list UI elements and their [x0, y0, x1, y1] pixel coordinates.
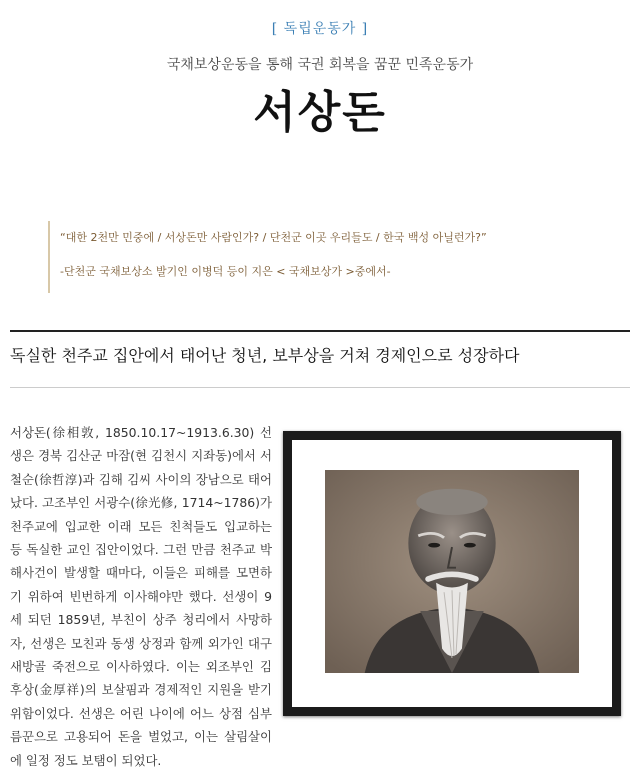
- page-subtitle: 국채보상운동을 통해 국권 회복을 꿈꾼 민족운동가: [166, 57, 474, 73]
- portrait-frame: [283, 431, 621, 716]
- portrait-illustration: [325, 470, 579, 673]
- quote-block: [48, 221, 610, 293]
- category-label: [ 독립운동가 ]: [271, 21, 369, 37]
- page-title: 서상돈: [253, 87, 387, 138]
- portrait-mat: [292, 440, 612, 707]
- quote-text: “대한 2천만 민중에 / 서상돈만 사람인가? / 단천군 이곳 우리들도 / 한국 백성 아닐런가?”: [60, 231, 487, 244]
- quote-source: -단천군 국채보상소 발기인 이병덕 등이 지은 < 국채보상가 >중에서-: [60, 265, 391, 278]
- biography-name: 서상돈: [10, 425, 46, 440]
- portrait-photo: [325, 470, 579, 673]
- section-heading: 독실한 천주교 집안에서 태어난 청년, 보부상을 거쳐 경제인으로 성장하다: [10, 346, 520, 365]
- biography-text: (徐相敦, 1850.10.17~1913.6.30) 선생은 경북 김산군 마잠(현 김천시 지좌동)에서 서철순(徐哲淳)과 김해 김씨 사이의 장남으로 태어났다. 고조부인 서광수(徐光修, 1714~1786)가 천주교에 입교한 이래 모든 친척들도 입교하는 등 독실한 교인 집안이었다. 그런 만큼 천주교 박해사건이 발생할 때마다, 이들은 피해를 모면하기 위하여 빈번하게 이사해야만 했다. 선생이 9세 되던 1859년, 부친이 상주 청리에서 사망하자, 선생은 모친과 동생 상정과 함께 외가인 대구 새방골 죽전으로 이사하였다. 이는 외조부인 김후상(金厚祥)의 보살핌과 경제적인 지원을 받기 위함이었다. 선생은 어린 나이에 어느 상점 심부름꾼으로 고용되어 돈을 벌었고, 이는 살림살이에 일정 정도 보탬이 되었다.: [10, 425, 272, 768]
- section-divider-bottom: [10, 387, 630, 388]
- biography-paragraph: [10, 421, 272, 772]
- section-divider-top: [10, 330, 630, 332]
